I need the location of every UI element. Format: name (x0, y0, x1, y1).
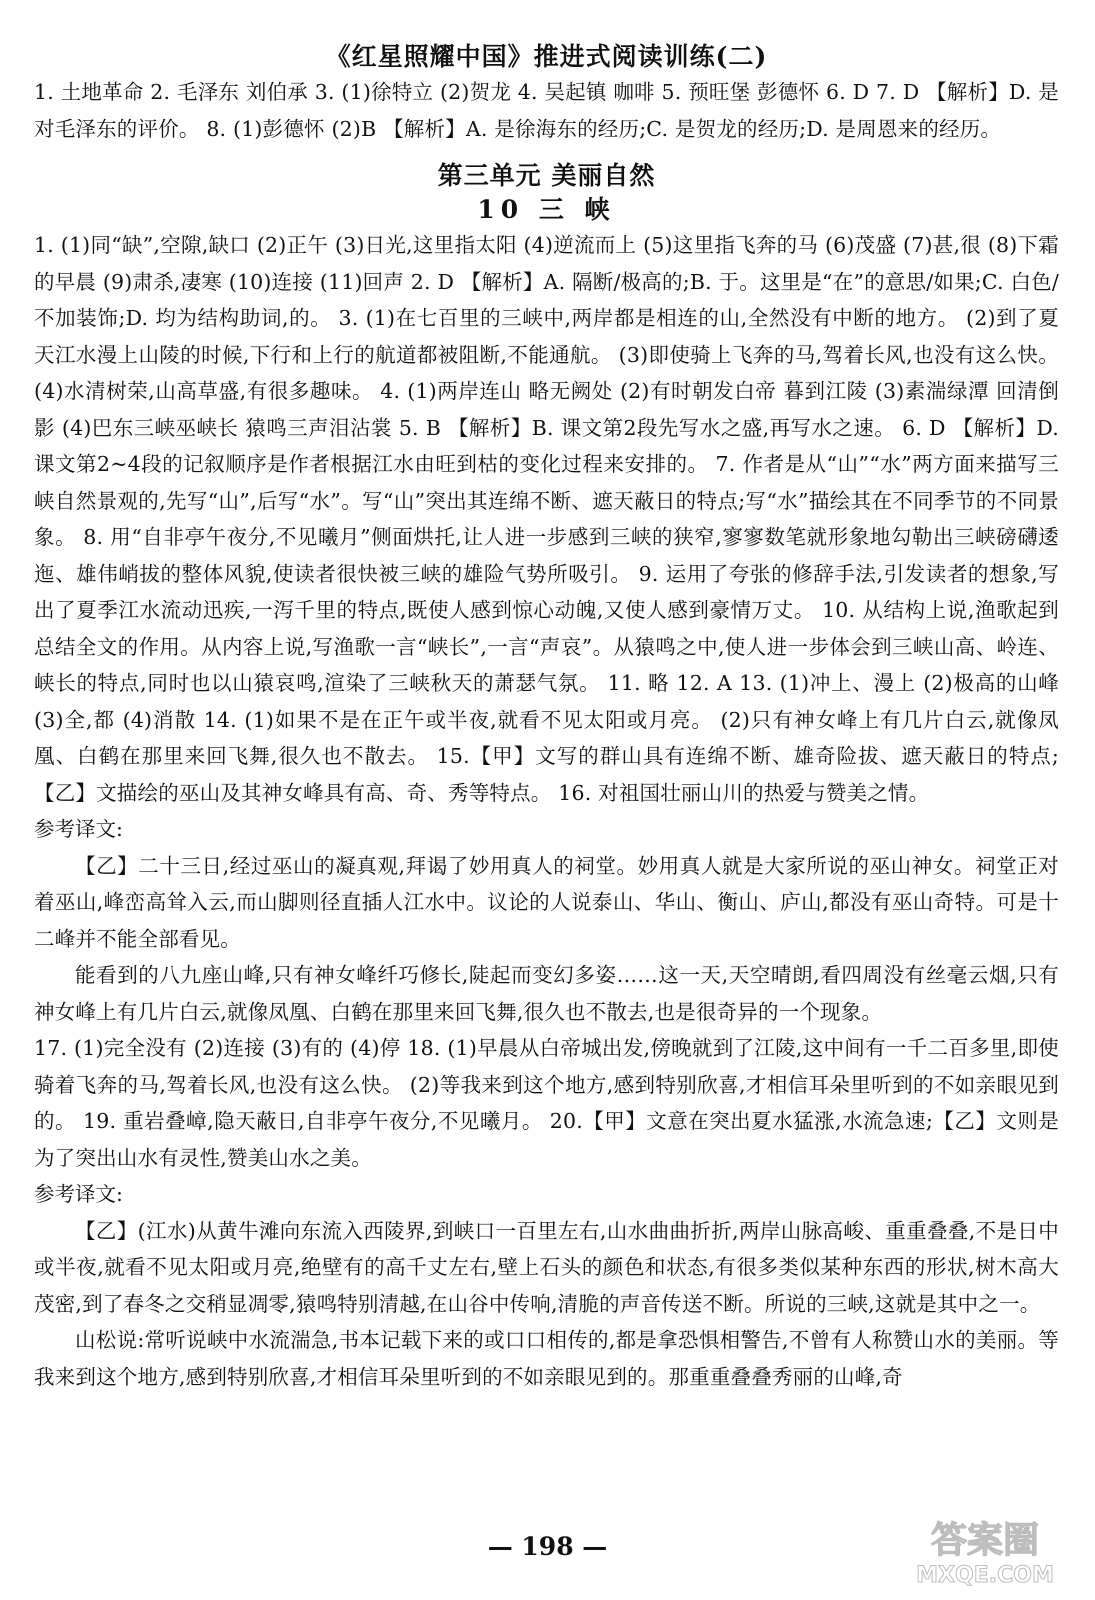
svg-text:MXQE.COM: MXQE.COM (916, 1563, 1054, 1588)
svg-text:答案圈: 答案圈 (930, 1520, 1040, 1561)
answers-part3: 17. (1)完全没有 (2)连接 (3)有的 (4)停 18. (1)早晨从白帝城出发,傍晚就到了江陵,这中间有一千二百多里,即使骑着飞奔的马,驾着长风,也没有这么快。 (2)等我来到这个地方,感到特别欣喜,才相信耳朵里听到的不如亲眼见到的。 19. 重岩叠嶂,隐天蔽日,自非亭午夜分,不见曦月。 20.【甲】文意在突出夏水猛涨,水流急速;【乙】文则是为了突出山水有灵性,赞美山水之美。 (34, 1036, 1059, 1170)
translation-paragraph: 【乙】(江水)从黄牛滩向东流入西陵界,到峡口一百里左右,山水曲曲折折,两岸山脉高峻、重重叠叠,不是日中或半夜,就看不见太阳或月亮,绝壁有的高千丈左右,壁上石头的颜色和状态,有很多类似某种东西的形状,树木高大茂密,到了春冬之交稍显凋零,猿鸣特别清越,在山谷中传响,清脆的声音传送不断。所说的三峡,这就是其中之一。 (34, 1218, 1059, 1316)
watermark-logo-icon (895, 1510, 1075, 1590)
page-number: — 198 — (487, 1532, 608, 1561)
header-title: 《红星照耀中国》推进式阅读训练(二) (325, 42, 768, 71)
lesson-title: 10 三 峡 (477, 195, 616, 224)
answers-part2: 1. (1)同“缺”,空隙,缺口 (2)正午 (3)日光,这里指太阳 (4)逆流而上 (5)这里指飞奔的马 (6)茂盛 (7)甚,很 (8)下霜的早晨 (9)肃杀,凄寒 (10)连接 (11)回声 2. D 【解析】A. 隔断/极高的;B. 于。这里是“在”的意思/如果;C. 白色/不加装饰;D. 均为结构助词,的。 3. (1)在七百里的三峡中,两岸都是相连的山,全然没有中断的地方。 (2)到了夏天江水漫上山陵的时候,下行和上行的航道都被阻断,不能通航。 (3)即使骑上飞奔的马,驾着长风,也没有这么快。 (4)水清树荣,山高草盛,有很多趣味。 4. (1)两岸连山 略无阙处 (2)有时朝发白帝 暮到江陵 (3)素湍绿潭 回清倒影 (4)巴东三峡巫峡长 猿鸣三声泪沾裳 5. B 【解析】B. 课文第2段先写水之盛,再写水之速。 6. D 【解析】D. 课文第2~4段的记叙顺序是作者根据江水由旺到枯的变化过程来安排的。 7. 作者是从“山”“水”两方面来描写三峡自然景观的,先写“山”,后写“水”。写“山”突出其连绵不断、遮天蔽日的特点;写“水”描绘其在不同季节的不同景象。 8. 用“自非亭午夜分,不见曦月”侧面烘托,让人进一步感到三峡的狭窄,寥寥数笔就形象地勾勒出三峡磅礴逶迤、雄伟峭拔的整体风貌,使读者很快被三峡的雄险气势所吸引。 9. 运用了夸张的修辞手法,引发读者的想象,写出了夏季江水流动迅疾,一泻千里的特点,既使人感到惊心动魄,又使人感到豪情万丈。 10. 从结构上说,渔歌起到总结全文的作用。从内容上说,写渔歌一言“峡长”,一言“声哀”。从猿鸣之中,使人进一步体会到三峡山高、岭连、峡长的特点,同时也以山猿哀鸣,渲染了三峡秋天的萧瑟气氛。 11. 略 12. A 13. (1)冲上、漫上 (2)极高的山峰 (3)全,都 (4)消散 14. (1)如果不是在正午或半夜,就看不见太阳或月亮。 (2)只有神女峰上有几片白云,就像凤凰、白鹤在那里来回飞舞,很久也不散去。 15.【甲】文写的群山具有连绵不断、雄奇险拔、遮天蔽日的特点;【乙】文描绘的巫山及其神女峰具有高、奇、秀等特点。 16. 对祖国壮丽山川的热爱与赞美之情。 (34, 233, 1059, 805)
answer-page (34, 40, 1059, 1395)
translation-paragraph: 【乙】二十三日,经过巫山的凝真观,拜谒了妙用真人的祠堂。妙用真人就是大家所说的巫山神女。祠堂正对着巫山,峰峦高耸入云,而山脚则径直插人江水中。议论的人说泰山、华山、衡山、庐山,都没有巫山奇特。可是十二峰并不能全部看见。 (34, 853, 1059, 951)
translation-paragraph: 山松说:常听说峡中水流湍急,书本记载下来的或口口相传的,都是拿恐惧相警告,不曾有人称赞山水的美丽。等我来到这个地方,感到特别欣喜,才相信耳朵里听到的不如亲眼见到的。那重重叠叠秀丽的山峰,奇 (34, 1328, 1059, 1389)
reference-translation-label: 参考译文: (34, 817, 123, 841)
answers-part1: 1. 土地革命 2. 毛泽东 刘伯承 3. (1)徐特立 (2)贺龙 4. 吴起镇 咖啡 5. 预旺堡 彭德怀 6. D 7. D 【解析】D. 是对毛泽东的评价。 8. (1)彭德怀 (2)B 【解析】A. 是徐海东的经历;C. 是贺龙的经历;D. 是周恩来的经历。 (34, 80, 1059, 141)
reference-translation-label: 参考译文: (34, 1182, 123, 1206)
unit-title: 第三单元 美丽自然 (437, 161, 656, 190)
translation-paragraph: 能看到的八九座山峰,只有神女峰纤巧修长,陡起而变幻多姿……这一天,天空晴朗,看四周没有丝毫云烟,只有神女峰上有几片白云,就像凤凰、白鹤在那里来回飞舞,很久也不散去,也是很奇异的一个现象。 (34, 963, 1059, 1024)
